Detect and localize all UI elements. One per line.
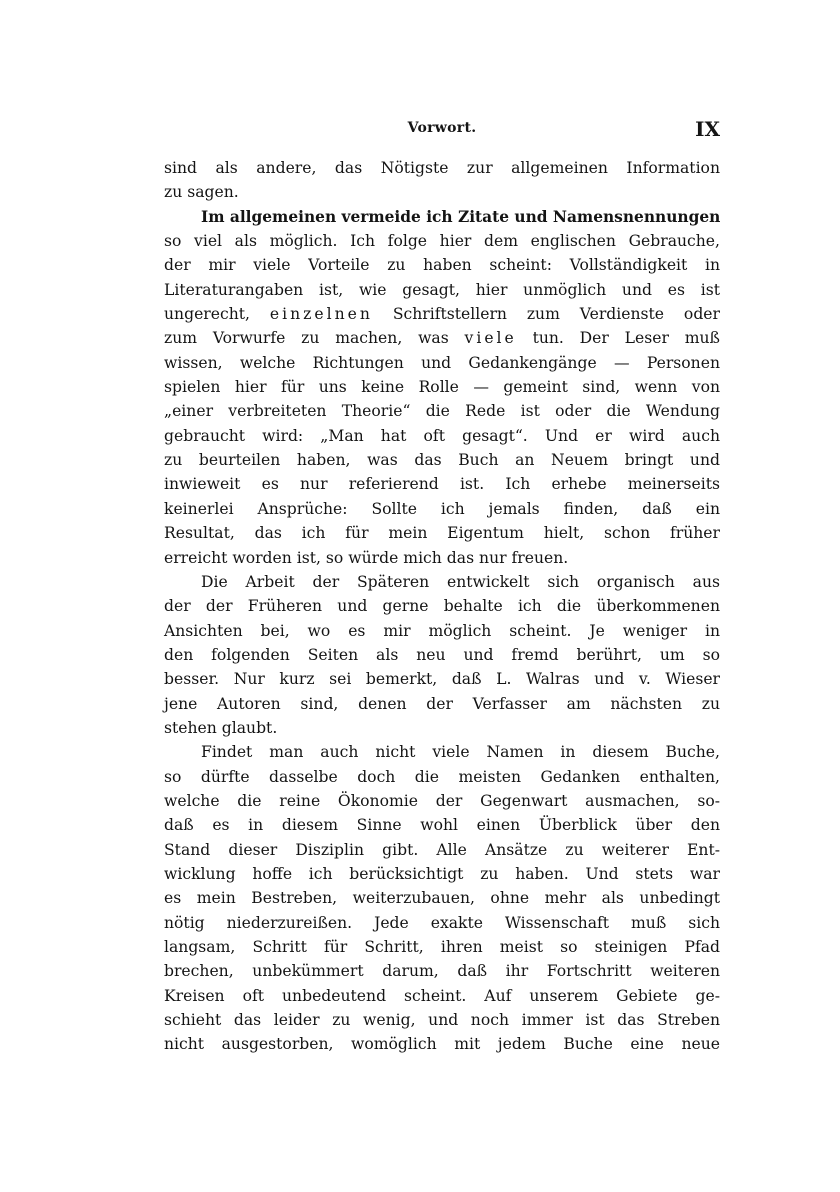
text-line: „einer verbreiteten Theorie“ die Rede ist oder die Wendung [164,402,720,421]
running-title: Vorwort. [407,120,477,136]
text-line: welche die reine Ökonomie der Gegenwart ausmachen, so- [164,791,720,810]
text-line: gebraucht wird: „Man hat oft gesagt“. Und er wird auch [164,426,720,445]
text-line: inwieweit es nur referierend ist. Ich erhebe meinerseits [164,475,720,494]
text-line: schieht das leider zu wenig, und noch immer ist das Streben [164,1011,720,1030]
text-line: zu sagen. [164,183,239,202]
text-line: Findet man auch nicht viele Namen in diesem Buche, [201,743,720,762]
text-fragment: ungerecht, [164,305,250,324]
text-line: nötig niederzureißen. Jede exakte Wissenschaft muß sich [164,913,720,932]
text-line: erreicht worden ist, so würde mich das nur freuen. [164,548,569,567]
text-line: nicht ausgestorben, womöglich mit jedem Buche eine neue [164,1035,720,1054]
text-line: besser. Nur kurz sei bemerkt, daß L. Walras und v. Wieser [164,670,720,689]
page-number: IX [695,117,720,141]
text-line: langsam, Schritt für Schritt, ihren meist so steinigen Pfad [164,938,720,956]
body-text [164,156,720,1057]
text-line: Kreisen oft unbedeutend scheint. Auf unserem Gebiete ge- [164,986,720,1005]
text-line [164,302,720,326]
spaced-emphasis: einzelnen [269,305,373,324]
running-head [164,118,720,144]
text-fragment: tun. Der Leser muß [532,329,720,348]
text-line: wissen, welche Richtungen und Gedankengänge — Personen [164,353,720,372]
text-line: so viel als möglich. Ich folge hier dem englischen Gebrauche, [164,232,720,251]
text-line: Literaturangaben ist, wie gesagt, hier unmöglich und es ist [164,280,720,299]
spaced-emphasis: viele [464,329,517,348]
text-line: brechen, unbekümmert darum, daß ihr Fortschritt weiteren [164,962,720,981]
text-line: Ansichten bei, wo es mir möglich scheint. Je weniger in [164,621,720,640]
text-line: den folgenden Seiten als neu und fremd berührt, um so [164,645,720,664]
text-line: zu beurteilen haben, was das Buch an Neuem bringt und [164,451,720,470]
text-line: keinerlei Ansprüche: Sollte ich jemals finden, daß ein [164,499,720,518]
text-line [164,326,720,350]
text-line: der der Früheren und gerne behalte ich die überkommenen [164,597,720,616]
text-line: daß es in diesem Sinne wohl einen Überblick über den [164,816,720,835]
text-line: Resultat, das ich für mein Eigentum hielt, schon früher [164,524,720,543]
text-line: sind als andere, das Nötigste zur allgemeinen Information [164,159,720,177]
text-fragment: zum Vorwurfe zu machen, was [164,329,449,348]
text-line: jene Autoren sind, denen der Verfasser am nächsten zu [164,694,720,713]
text-line: Im allgemeinen vermeide ich Zitate und Namensnennungen [201,207,721,226]
text-line: spielen hier für uns keine Rolle — gemeint sind, wenn von [164,378,720,397]
text-line: Die Arbeit der Späteren entwickelt sich organisch aus [201,572,720,591]
text-line: wicklung hoffe ich berücksichtigt zu haben. Und stets war [164,864,720,883]
text-line: stehen glaubt. [164,718,278,737]
text-line: es mein Bestreben, weiterzubauen, ohne mehr als unbedingt [164,889,720,908]
text-line: so dürfte dasselbe doch die meisten Gedanken enthalten, [164,767,720,786]
text-line: Stand dieser Disziplin gibt. Alle Ansätze zu weiterer Ent- [164,840,720,859]
text-fragment: Schriftstellern zum Verdienste oder [392,305,720,324]
text-line: der mir viele Vorteile zu haben scheint: Vollständigkeit in [164,256,720,275]
